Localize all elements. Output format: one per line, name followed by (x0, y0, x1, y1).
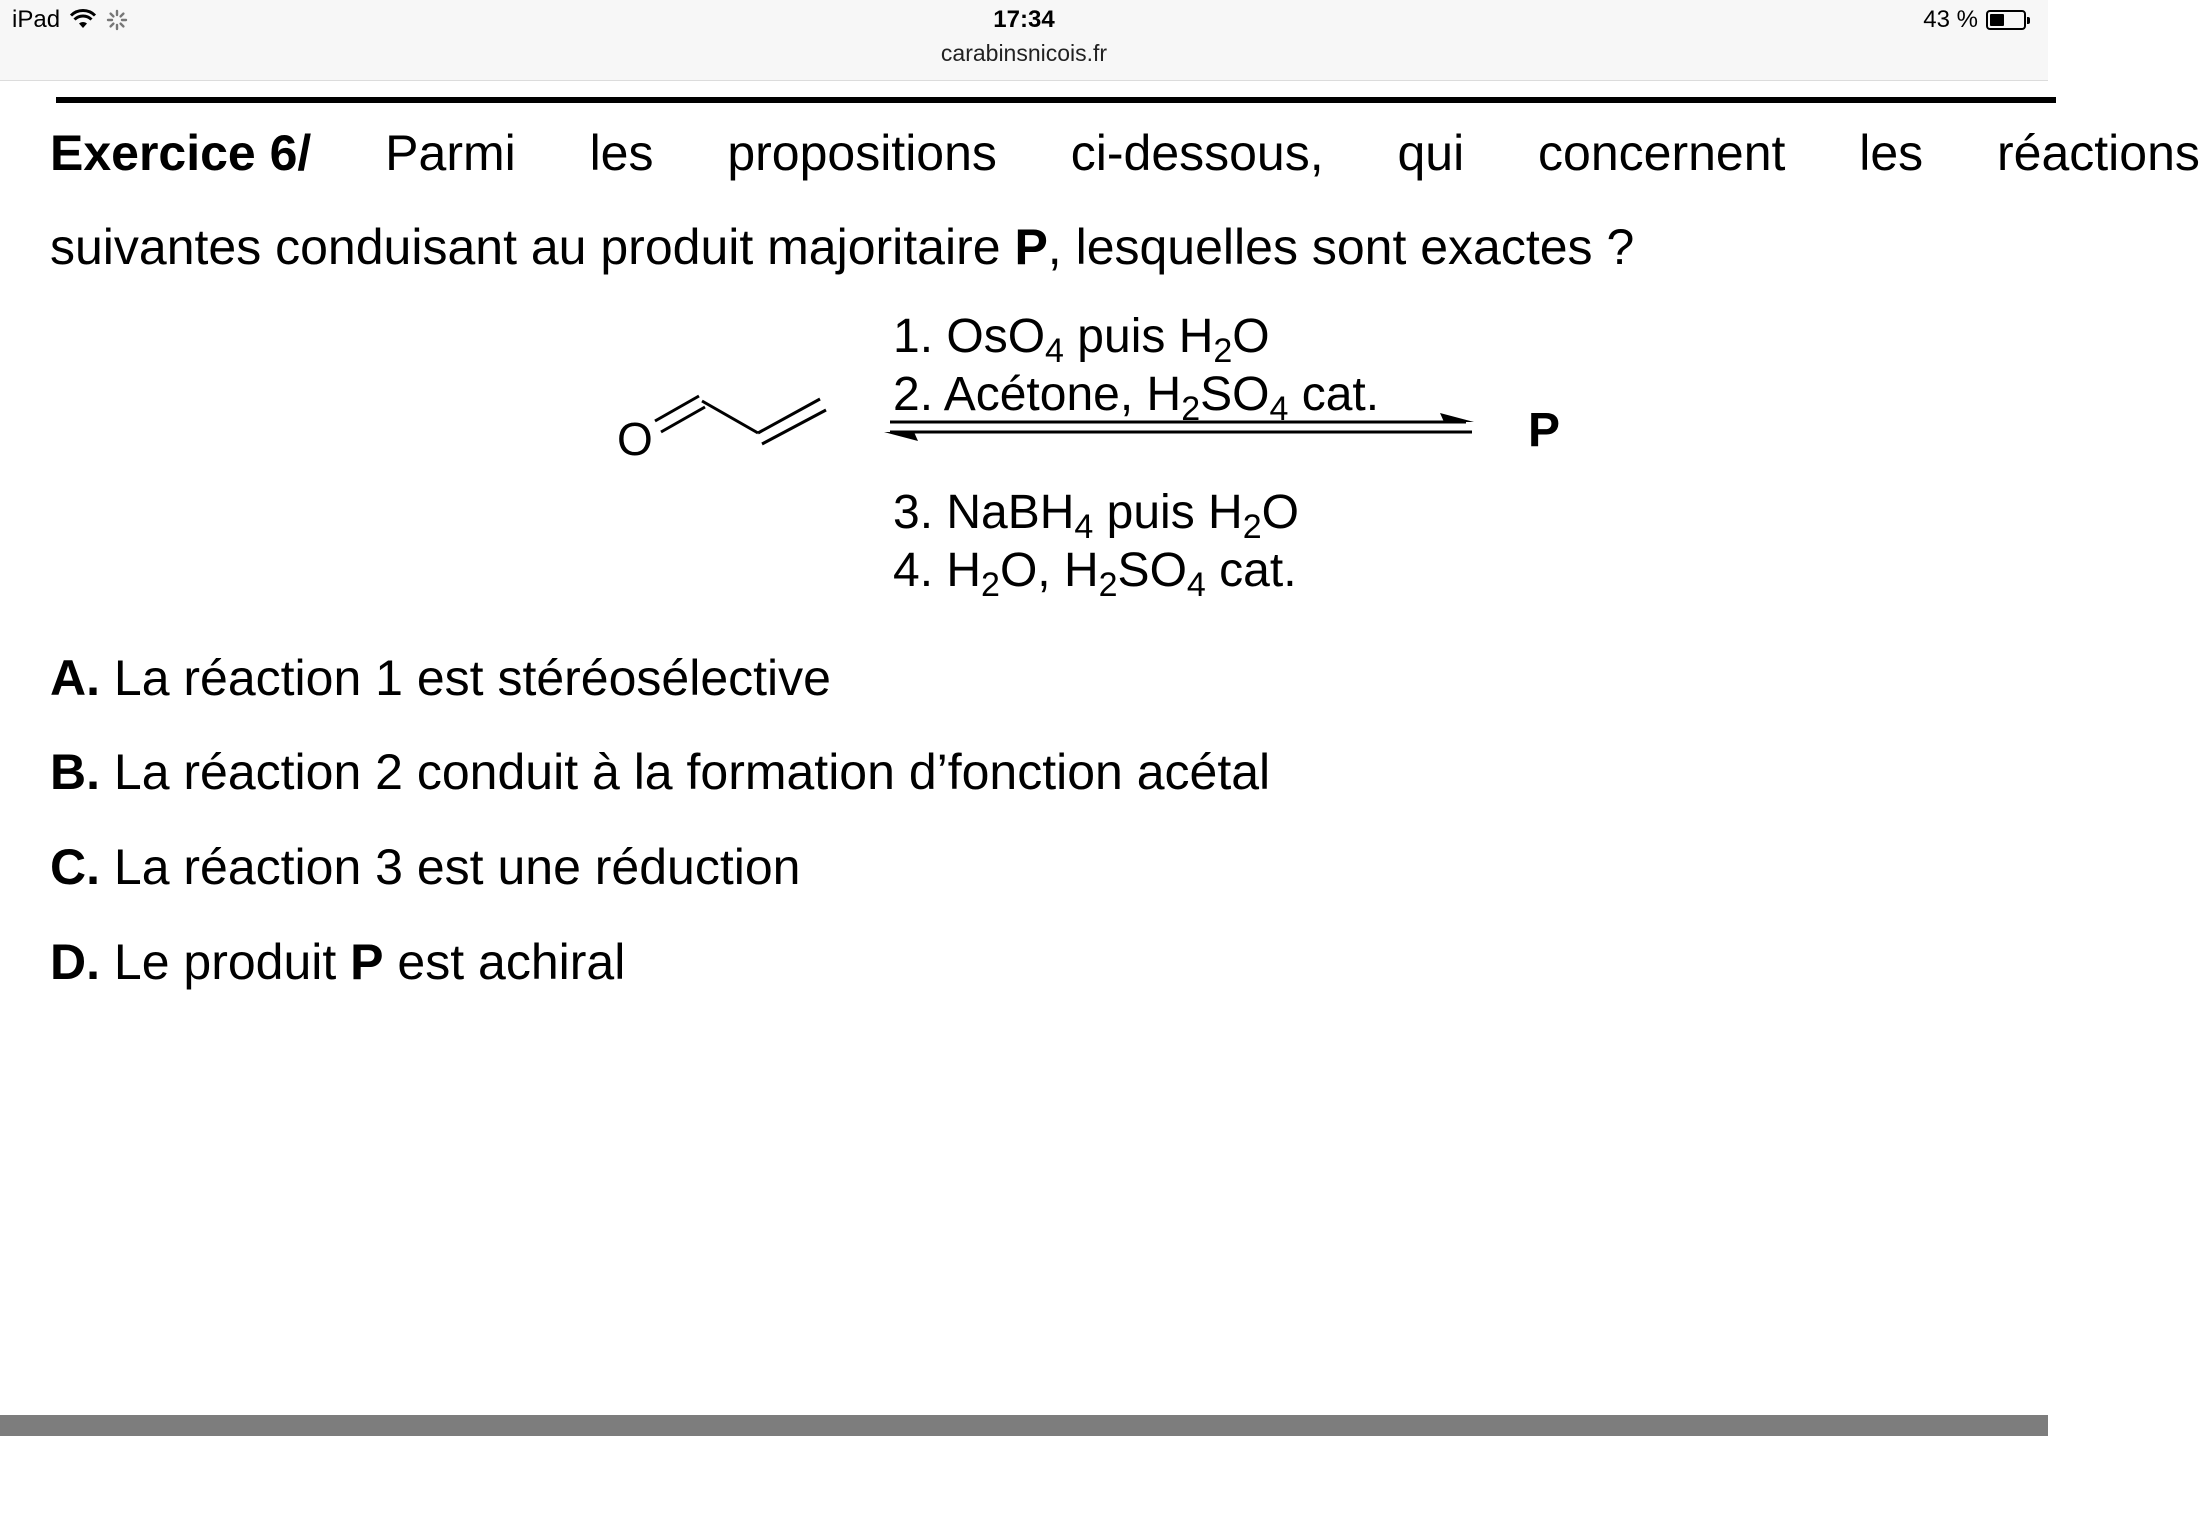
choice-text: La réaction 1 est stéréosélective (100, 650, 831, 706)
choice-b[interactable] (50, 742, 1270, 802)
product-label: P (1528, 404, 1561, 457)
choice-text: La réaction 3 est une réduction (100, 839, 801, 895)
question-word: qui (1397, 125, 1465, 181)
reagent-step-4: 4. $H_2O$, $H_2SO_4$ cat. (893, 544, 1297, 604)
choice-letter: A. (50, 650, 100, 706)
choice-letter: D. (50, 934, 100, 990)
status-bar (0, 0, 2048, 81)
choice-text: Le produit (100, 934, 351, 990)
question-word: concernent (1538, 125, 1786, 181)
question-product-symbol: P (1014, 219, 1048, 275)
choice-letter: B. (50, 744, 100, 800)
top-rule (56, 97, 2056, 103)
choice-letter: C. (50, 839, 100, 895)
clock: 17:34 (993, 6, 1055, 33)
reagent-step-1: 1. OsO$_4$ puis $H_2O$ (893, 310, 1270, 370)
reagent-step-2: 2. Acétone, $H_2SO_4$ cat. (893, 368, 1380, 428)
question-line-2 (50, 203, 1634, 291)
document-page[interactable] (0, 81, 2200, 1411)
battery-fill (1990, 14, 2004, 26)
question-text-end: , lesquelles sont exactes ? (1047, 219, 1635, 275)
page-separator-bar (0, 1415, 2048, 1436)
status-right (1923, 6, 2026, 34)
choice-d[interactable] (50, 932, 625, 992)
choice-product-symbol: P (350, 934, 384, 990)
choice-a[interactable] (50, 648, 831, 708)
reagent-step-3: 3. NaBH$_4$ puis $H_2O$ (893, 486, 1299, 546)
device-name: iPad (12, 6, 61, 33)
address-bar-url[interactable]: carabinsnicois.fr (940, 40, 1108, 66)
battery-percentage: 43 % (1923, 6, 1978, 33)
question-word: réactions (1997, 125, 2200, 181)
question-word: les (1859, 125, 1924, 181)
choice-text: La réaction 2 conduit à la formation d’fonction acétal (100, 744, 1271, 800)
question-word: ci-dessous, (1070, 125, 1324, 181)
question-text: suivantes conduisant au produit majoritaire (50, 219, 1015, 275)
oxygen-atom: O (617, 413, 653, 465)
choice-text-end: est achiral (383, 934, 626, 990)
acrolein-structure (655, 396, 826, 444)
question-line-1 (50, 109, 2200, 197)
question-word: Parmi (385, 125, 516, 181)
battery-icon (1986, 10, 2026, 30)
choice-c[interactable] (50, 837, 800, 897)
exercise-label: Exercice 6/ (50, 125, 312, 181)
question-word: propositions (727, 125, 997, 181)
question-word: les (589, 125, 654, 181)
